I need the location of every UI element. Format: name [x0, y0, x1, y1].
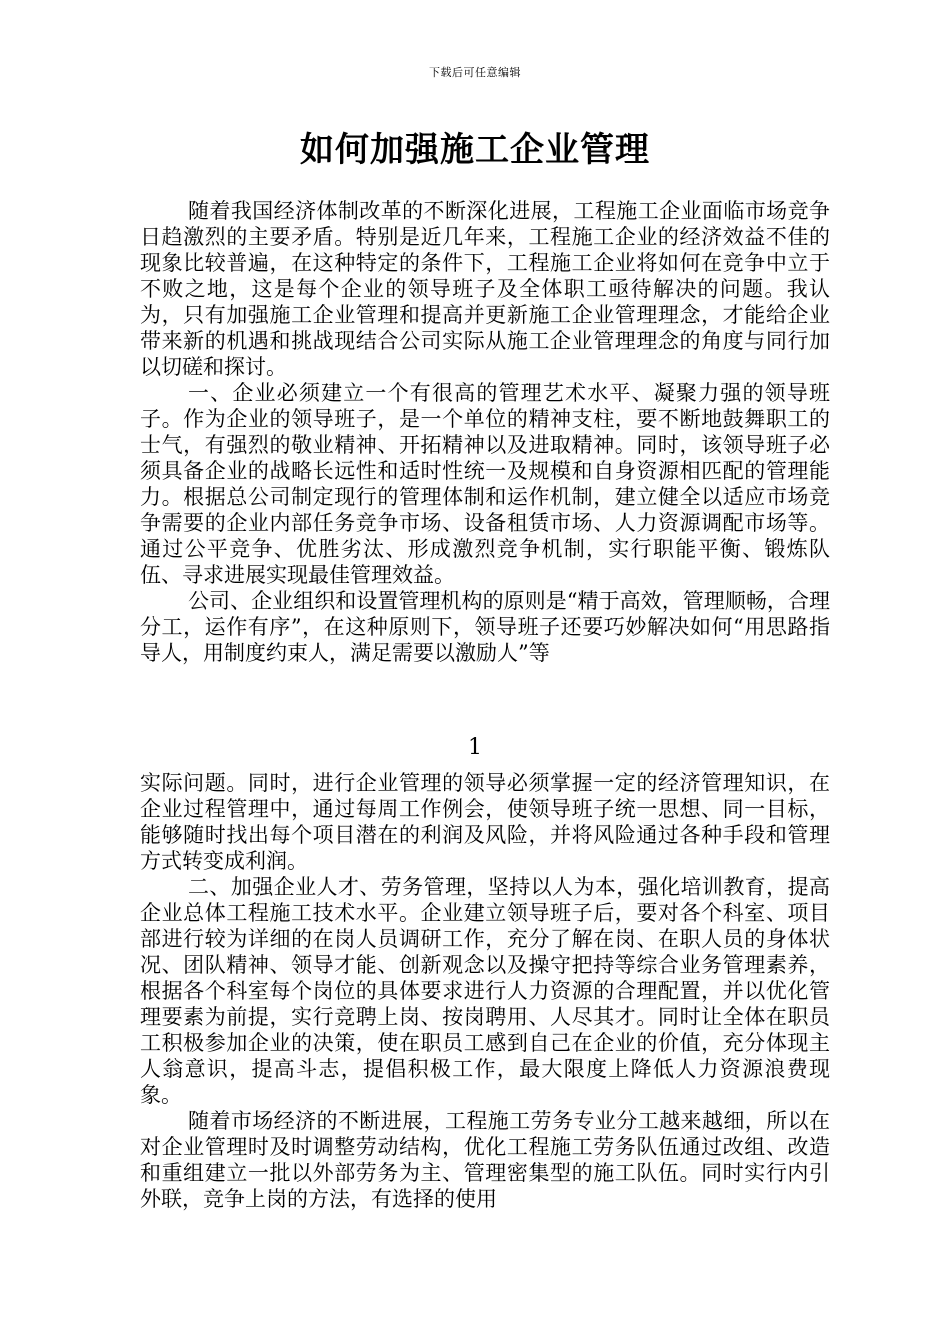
paragraph-section-2: 二、加强企业人才、劳务管理，坚持以人为本，强化培训教育，提高企业总体工程施工技术水平。企业建立领导班子后，要对各个科室、项目部进行较为详细的在岗人员调研工作，充分了解在岗、在职人员的身体状况、团队精神、领导才能、创新观念以及操守把持等综合业务管理素养，根据各个科室每个岗位的具体要求进行人力资源的合理配置，并以优化管理要素为前提，实行竞聘上岗、按岗聘用、人尽其才。同时让全体在职员工积极参加企业的决策，使在职员工感到自己在企业的价值，充分体现主人翁意识，提高斗志，提倡积极工作，最大限度上降低人力资源浪费现象。: [140, 875, 830, 1107]
paragraph-principles: 公司、企业组织和设置管理机构的原则是“精于高效，管理顺畅，合理分工，运作有序”，在这种原则下，领导班子还要巧妙解决如何“用思路指导人，用制度约束人，满足需要以激励人”等: [140, 589, 830, 665]
paragraph-continuation: 实际问题。同时，进行企业管理的领导必须掌握一定的经济管理知识，在企业过程管理中，通过每周工作例会，使领导班子统一思想、同一目标，能够随时找出每个项目潜在的利润及风险，并将风险通过各种手段和管理方式转变成利润。: [140, 771, 830, 873]
page-2-body: [140, 770, 830, 1212]
page-number: 1: [468, 735, 482, 760]
paragraph-section-1: 一、企业必须建立一个有很高的管理艺术水平、凝聚力强的领导班子。作为企业的领导班子，是一个单位的精神支柱，要不断地鼓舞职工的士气，有强烈的敬业精神、开拓精神以及进取精神。同时，该领导班子必须具备企业的战略长远性和适时性统一及规模和自身资源相匹配的管理能力。根据总公司制定现行的管理体制和运作机制，建立健全以适应市场竞争需要的企业内部任务竞争市场、设备租赁市场、人力资源调配市场等。通过公平竞争、优胜劣汰、形成激烈竞争机制，实行职能平衡、锻炼队伍、寻求进展实现最佳管理效益。: [140, 381, 830, 587]
paragraph-labor: 随着市场经济的不断进展，工程施工劳务专业分工越来越细，所以在对企业管理时及时调整劳动结构，优化工程施工劳务队伍通过改组、改造和重组建立一批以外部劳务为主、管理密集型的施工队伍。同时实行内引外联，竞争上岗的方法，有选择的使用: [140, 1109, 830, 1211]
document-title: 如何加强施工企业管理: [300, 130, 650, 170]
header-note: 下载后可任意编辑: [429, 66, 521, 79]
paragraph-intro: 随着我国经济体制改革的不断深化进展，工程施工企业面临市场竞争日趋激烈的主要矛盾。特别是近几年来，工程施工企业的经济效益不佳的现象比较普遍，在这种特定的条件下，工程施工企业将如何在竞争中立于不败之地，这是每个企业的领导班子及全体职工亟待解决的问题。我认为，只有加强施工企业管理和提高并更新施工企业管理理念，才能给企业带来新的机遇和挑战现结合公司实际从施工企业管理理念的角度与同行加以切磋和探讨。: [140, 199, 830, 379]
page-1-body: [140, 198, 830, 666]
